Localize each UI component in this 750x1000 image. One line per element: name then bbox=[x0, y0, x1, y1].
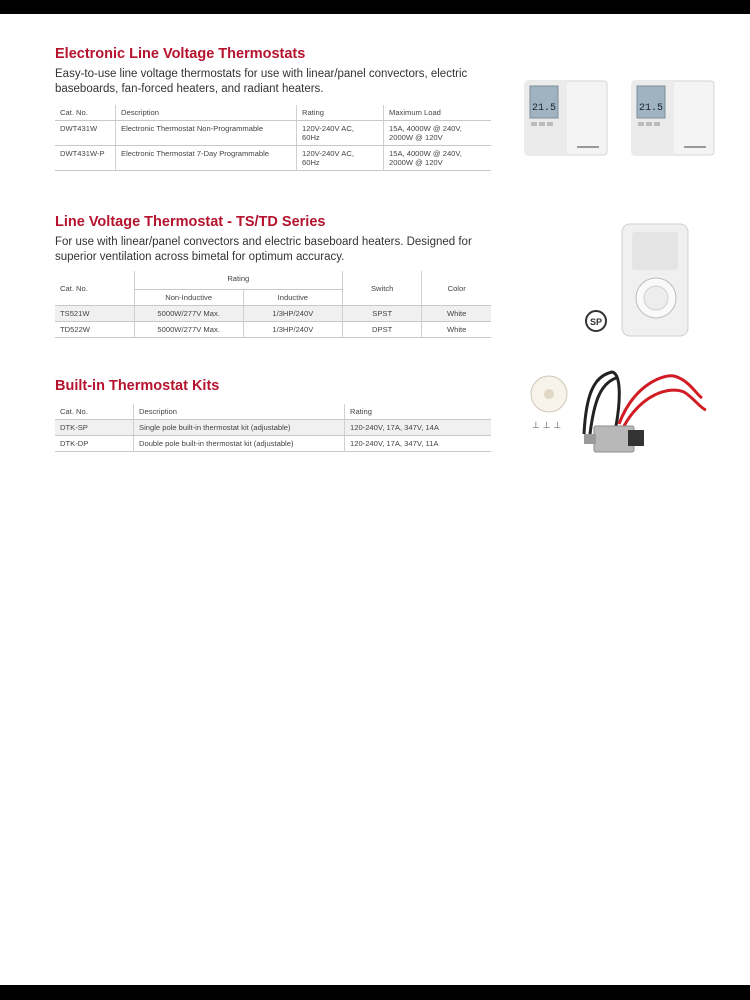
header-cat-no: Cat. No. bbox=[55, 271, 134, 306]
section-ts-td-series bbox=[55, 214, 495, 338]
header-maximum-load: Maximum Load bbox=[384, 105, 492, 121]
table-row bbox=[55, 121, 491, 146]
cell-desc: Double pole built-in thermostat kit (adjustable) bbox=[134, 436, 345, 452]
section-title: Line Voltage Thermostat - TS/TD Series bbox=[55, 214, 326, 230]
ts-td-table bbox=[55, 271, 491, 338]
section-title: Built-in Thermostat Kits bbox=[55, 378, 220, 394]
built-in-kit-table bbox=[55, 404, 491, 452]
dial-thermostat-image bbox=[580, 220, 692, 340]
load-line-1: 15A, 4000W @ 240V, bbox=[389, 124, 462, 133]
table-row bbox=[55, 436, 491, 452]
bottom-black-bar bbox=[0, 985, 750, 1000]
cell-rating: 120-240V, 17A, 347V, 14A bbox=[345, 420, 492, 436]
load-line-2: 2000W @ 120V bbox=[389, 133, 443, 142]
cell-cat: DTK-SP bbox=[55, 420, 134, 436]
cell-cat: DTK-DP bbox=[55, 436, 134, 452]
cell-rating bbox=[297, 121, 384, 146]
rating-line-1: 120V-240V AC, bbox=[302, 124, 354, 133]
table-row bbox=[55, 146, 491, 171]
digital-thermostat-image bbox=[522, 78, 610, 158]
header-rating: Rating bbox=[345, 404, 492, 420]
rating-line-1: 120V-240V AC, bbox=[302, 149, 354, 158]
table-row bbox=[55, 306, 491, 322]
header-description: Description bbox=[116, 105, 297, 121]
header-rating: Rating bbox=[134, 271, 342, 290]
table-header-row bbox=[55, 271, 491, 290]
cell-cat: TD522W bbox=[55, 322, 134, 338]
cell-desc: Single pole built-in thermostat kit (adjustable) bbox=[134, 420, 345, 436]
header-cat-no: Cat. No. bbox=[55, 105, 116, 121]
section-title: Electronic Line Voltage Thermostats bbox=[55, 46, 306, 62]
cell-rating: 120-240V, 17A, 347V, 11A bbox=[345, 436, 492, 452]
table-header-row bbox=[55, 105, 491, 121]
section-built-in-kits bbox=[55, 378, 495, 452]
cell-inductive: 1/3HP/240V bbox=[243, 322, 342, 338]
header-non-inductive: Non-Inductive bbox=[134, 290, 243, 306]
load-line-2: 2000W @ 120V bbox=[389, 158, 443, 167]
cell-non-inductive: 5000W/277V Max. bbox=[134, 306, 243, 322]
section-intro: Easy-to-use line voltage thermostats for use with linear/panel convectors, electric baseboards, fan-forced heaters, and radiant heaters. bbox=[55, 68, 468, 95]
cell-desc: Electronic Thermostat 7-Day Programmable bbox=[116, 146, 297, 171]
table-header-row bbox=[55, 404, 491, 420]
header-description: Description bbox=[134, 404, 345, 420]
cell-inductive: 1/3HP/240V bbox=[243, 306, 342, 322]
programmable-thermostat-image bbox=[629, 78, 717, 158]
lcd-temperature: 21.5 bbox=[638, 103, 664, 114]
cell-desc: Electronic Thermostat Non-Programmable bbox=[116, 121, 297, 146]
cell-non-inductive: 5000W/277V Max. bbox=[134, 322, 243, 338]
table-row bbox=[55, 322, 491, 338]
cell-rating bbox=[297, 146, 384, 171]
load-line-1: 15A, 4000W @ 240V, bbox=[389, 149, 462, 158]
header-color: Color bbox=[422, 271, 491, 306]
cell-load bbox=[384, 121, 492, 146]
cell-switch: DPST bbox=[343, 322, 422, 338]
cell-cat: DWT431W bbox=[55, 121, 116, 146]
header-switch: Switch bbox=[343, 271, 422, 306]
top-black-bar bbox=[0, 0, 750, 14]
electronic-thermostat-table bbox=[55, 105, 491, 171]
cell-color: White bbox=[422, 306, 491, 322]
lcd-temperature: 21.5 bbox=[531, 103, 557, 114]
svg-text:⊥ ⊥ ⊥: ⊥ ⊥ ⊥ bbox=[532, 421, 562, 431]
table-row bbox=[55, 420, 491, 436]
rating-line-2: 60Hz bbox=[302, 158, 320, 167]
header-inductive: Inductive bbox=[243, 290, 342, 306]
cell-switch: SPST bbox=[343, 306, 422, 322]
cell-cat: TS521W bbox=[55, 306, 134, 322]
cell-color: White bbox=[422, 322, 491, 338]
header-rating: Rating bbox=[297, 105, 384, 121]
thermostat-kit-image bbox=[524, 364, 714, 460]
section-intro: For use with linear/panel convectors and electric baseboard heaters. Designed for superior ventilation across bimetal for optimum accuracy. bbox=[55, 236, 472, 263]
section-electronic-thermostats bbox=[55, 46, 495, 171]
header-cat-no: Cat. No. bbox=[55, 404, 134, 420]
rating-line-2: 60Hz bbox=[302, 133, 320, 142]
cert-mark-text: SP bbox=[589, 317, 603, 327]
cell-cat: DWT431W-P bbox=[55, 146, 116, 171]
cell-load bbox=[384, 146, 492, 171]
